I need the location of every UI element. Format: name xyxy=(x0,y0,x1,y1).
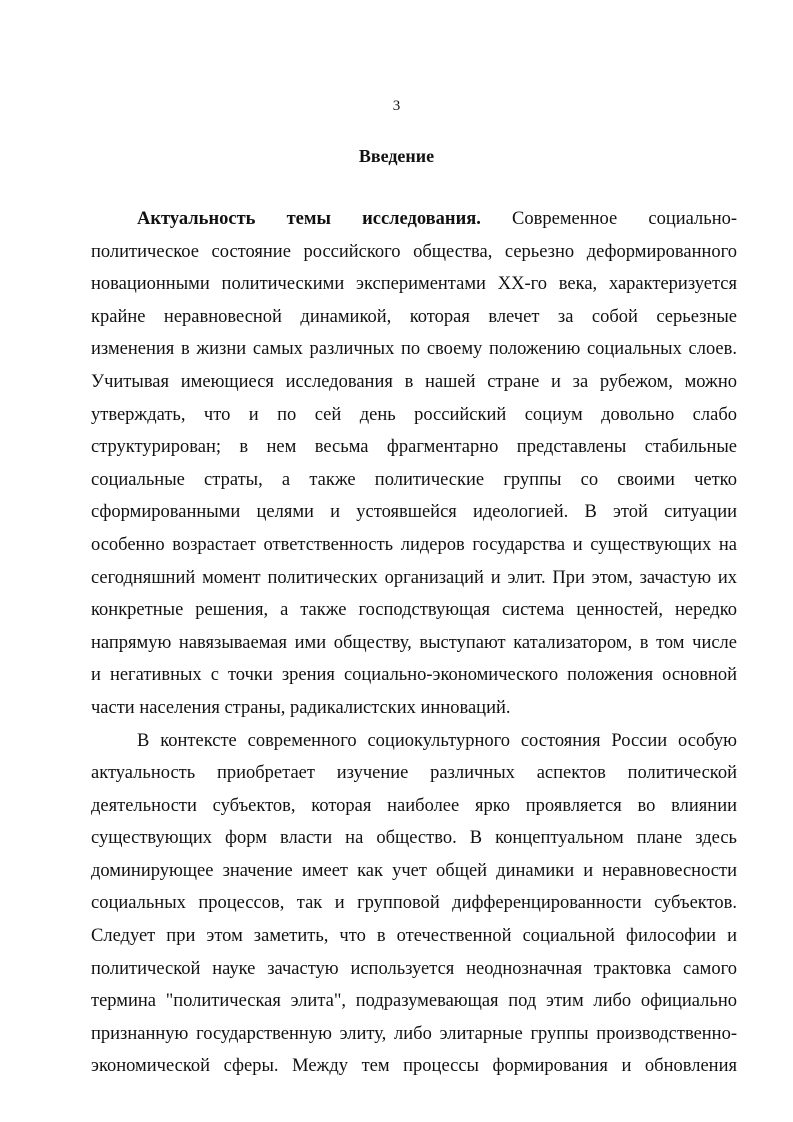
text-line: существующих форм власти на общество. В концептуальном плане здесь xyxy=(91,828,737,849)
text-line: изменения в жизни самых различных по своему положению социальных слоев. xyxy=(91,339,737,360)
text-line: крайне неравновесной динамикой, которая влечет за собой серьезные xyxy=(91,306,737,327)
text-line: политической науке зачастую используется неоднозначная трактовка самого xyxy=(91,958,737,979)
text-line: части населения страны, радикалистских инноваций. xyxy=(91,697,511,718)
text-line-content: Современное социально- xyxy=(480,209,737,229)
text-line: термина "политическая элита", подразумевающая под этим либо официально xyxy=(91,991,737,1012)
text-line: утверждать, что и по сей день российский социум довольно слабо xyxy=(91,404,737,425)
text-line: экономической сферы. Между тем процессы формирования и обновления xyxy=(91,1056,737,1077)
text-line: сегодняшний момент политических организаций и элит. При этом, зачастую их xyxy=(91,567,737,588)
text-line: и негативных с точки зрения социально-экономического положения основной xyxy=(91,665,737,686)
text-line: сформированными целями и устоявшейся идеологией. В этой ситуации xyxy=(91,502,737,523)
text-line: Следует при этом заметить, что в отечественной социальной философии и xyxy=(91,926,737,947)
text-line: новационными политическими экспериментами XX-го века, характеризуется xyxy=(91,274,737,295)
text-line: особенно возрастает ответственность лидеров государства и существующих на xyxy=(91,534,737,555)
text-line xyxy=(91,203,737,236)
text-line: социальных процессов, так и групповой дифференцированности субъектов. xyxy=(91,893,737,914)
text-line: В контексте современного социокультурного состояния России особую xyxy=(137,730,737,751)
page-title: Введение xyxy=(358,146,435,166)
text-line: напрямую навязываемая ими обществу, выступают катализатором, в том числе xyxy=(91,632,737,653)
body-text xyxy=(91,203,737,1083)
text-line: актуальность приобретает изучение различных аспектов политической xyxy=(91,763,737,784)
text-line: политическое состояние российского общества, серьезно деформированного xyxy=(91,241,737,262)
text-line: признанную государственную элиту, либо элитарные группы производственно- xyxy=(91,1023,737,1044)
text-line: деятельности субъектов, которая наиболее ярко проявляется во влиянии xyxy=(91,795,737,816)
text-line: структурирован; в нем весьма фрагментарно представлены стабильные xyxy=(91,437,737,458)
page-number: 3 xyxy=(392,98,401,114)
text-line: Учитывая имеющиеся исследования в нашей стране и за рубежом, можно xyxy=(91,371,737,392)
text-line: конкретные решения, а также господствующая система ценностей, нередко xyxy=(91,600,737,621)
section-lead: Актуальность темы исследования. xyxy=(137,209,481,229)
text-line: доминирующее значение имеет как учет общей динамики и неравновесности xyxy=(91,860,737,881)
text-line: социальные страты, а также политические группы со своими четко xyxy=(91,469,737,490)
